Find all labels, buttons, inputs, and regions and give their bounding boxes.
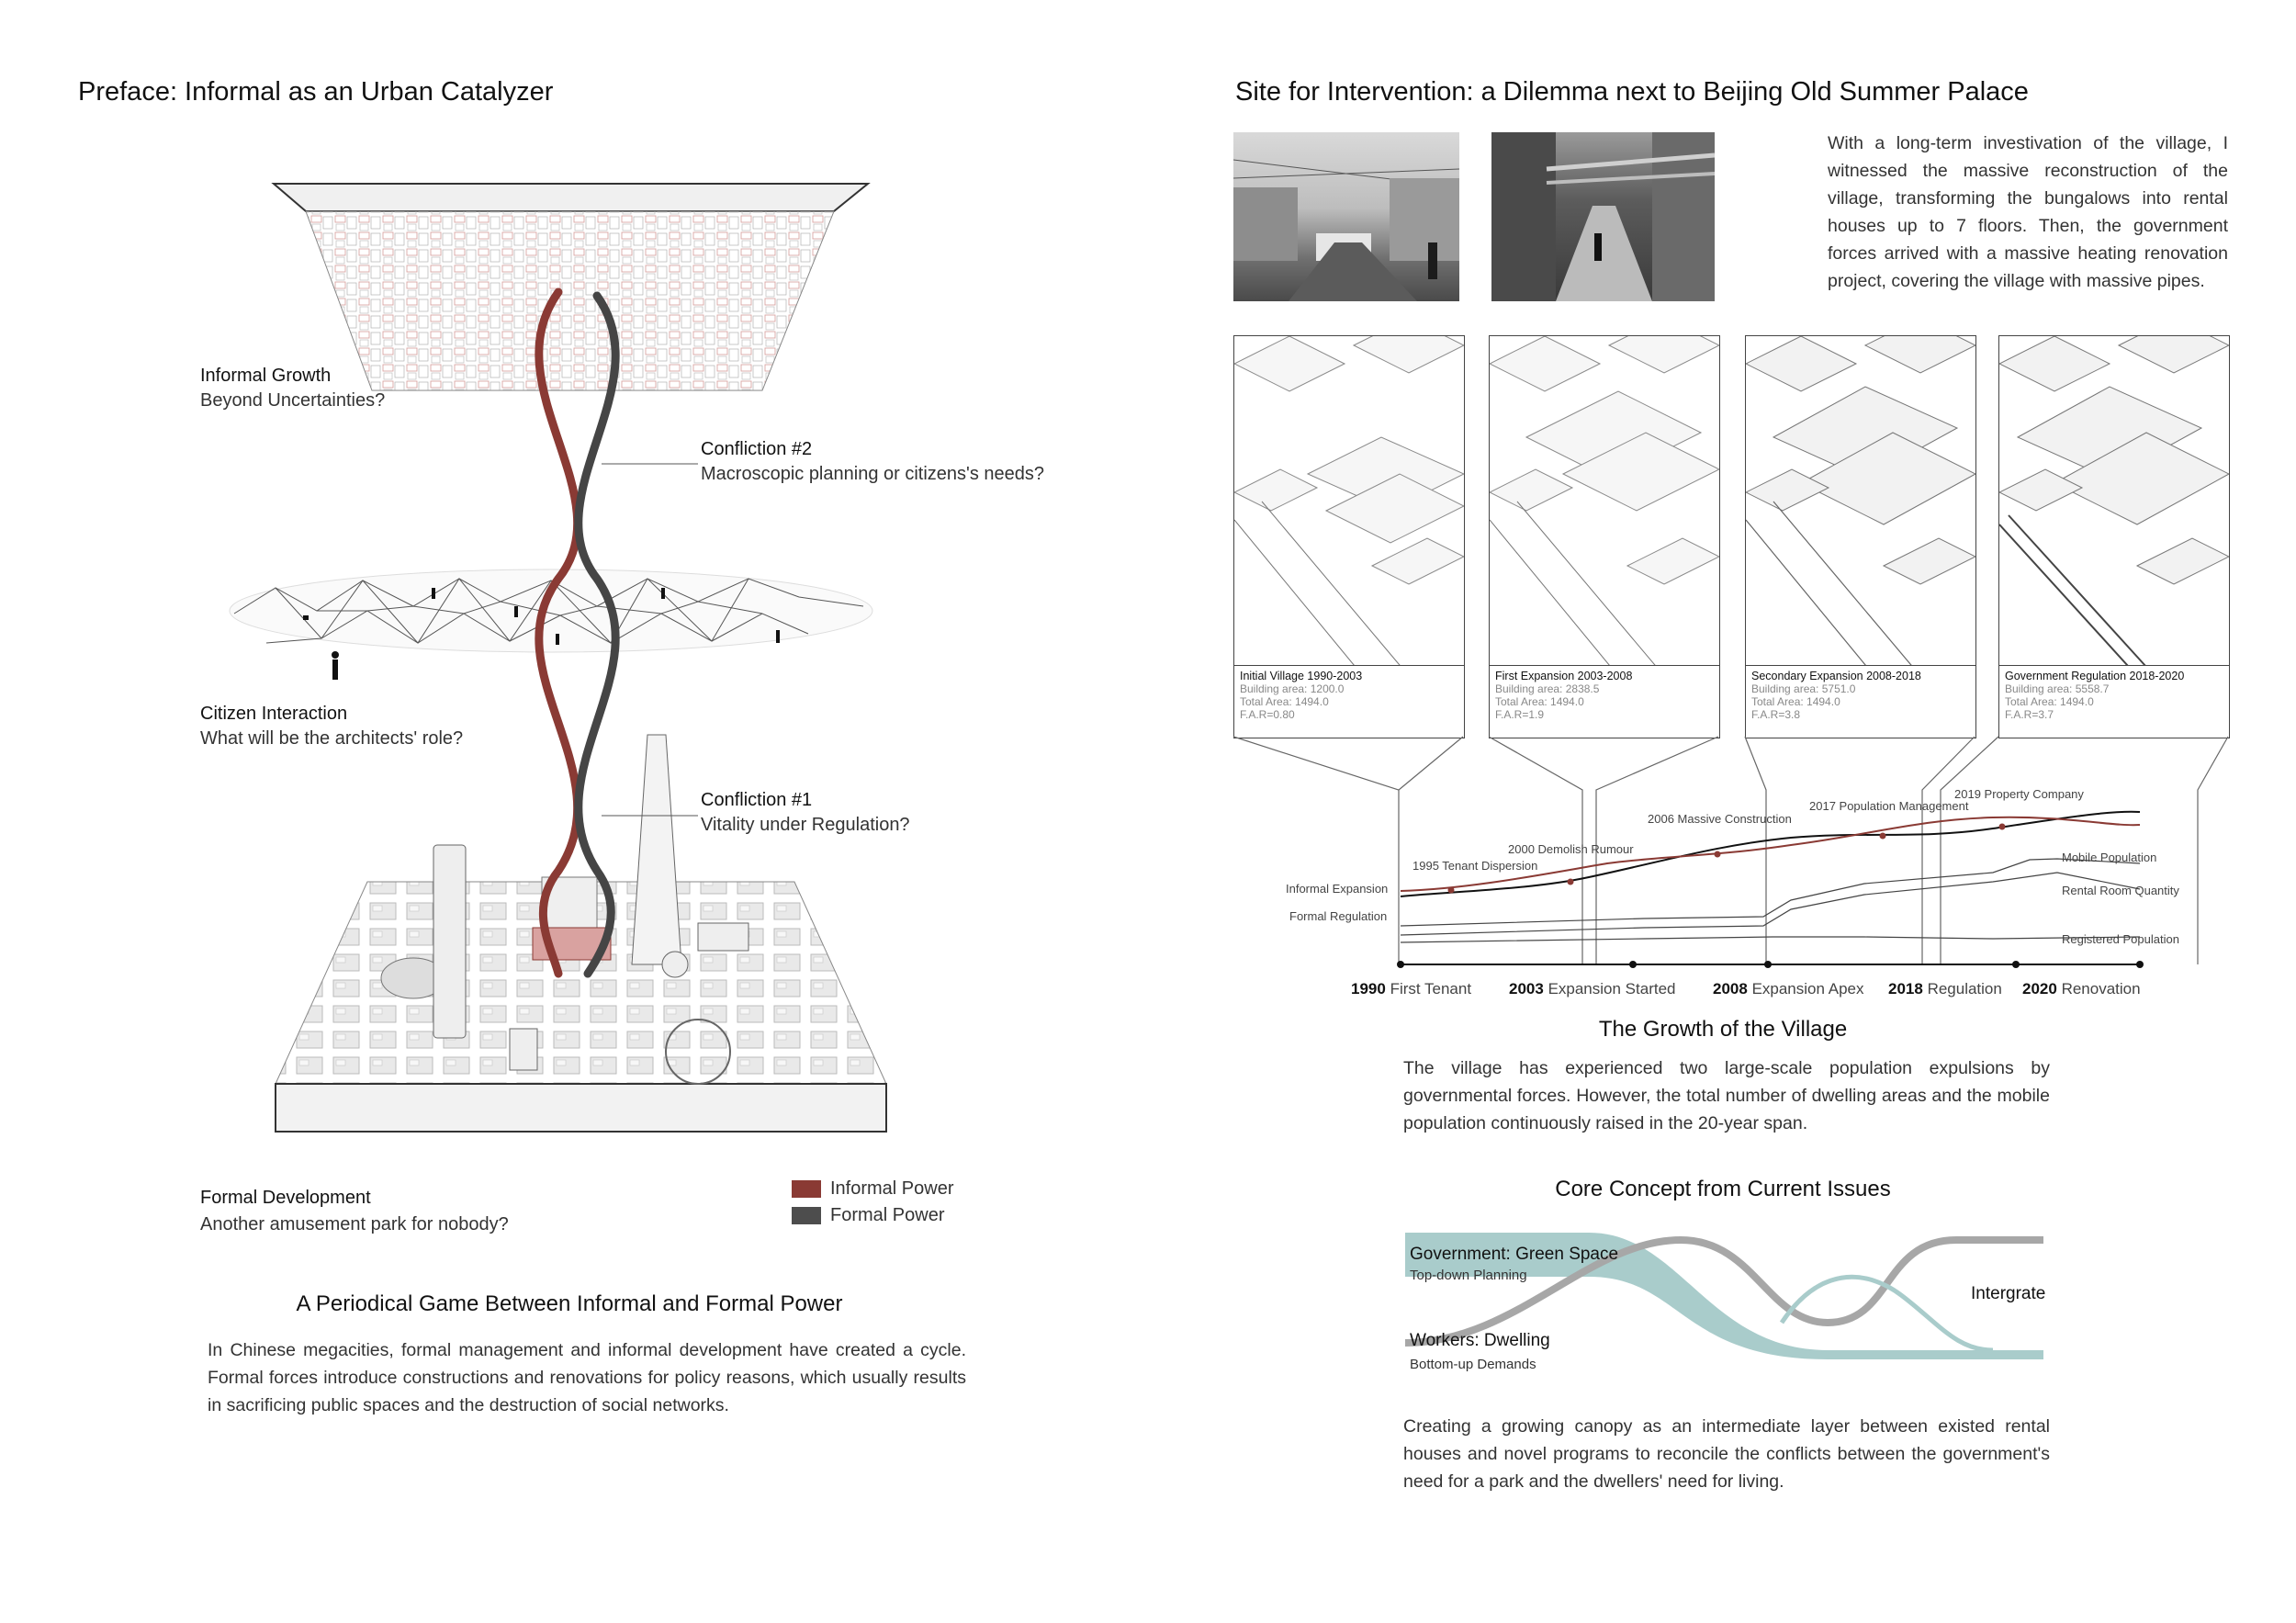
milestone-2003: 2003 Expansion Started	[1509, 980, 1676, 997]
stage-1-info: Initial Village 1990-2003 Building area: 1200.0 Total Area: 1494.0 F.A.R=0.80	[1234, 665, 1464, 738]
event-2017: 2017 Population Management	[1809, 799, 1969, 813]
integrate-label: Intergrate	[1971, 1284, 2046, 1303]
stage-card-1	[1233, 335, 1465, 738]
formal-power-label: Formal Power	[830, 1205, 945, 1225]
right-title: Site for Intervention: a Dilemma next to Beijing Old Summer Palace	[1235, 77, 2029, 107]
label-formal-regulation: Formal Regulation	[1289, 909, 1388, 923]
stage-2-axon	[1490, 336, 1719, 676]
informal-power-swatch	[792, 1180, 821, 1198]
street-photo-2-detail	[1491, 132, 1715, 301]
milestone-2020: 2020 Renovation	[2022, 980, 2141, 997]
stage-1-axon	[1234, 336, 1464, 676]
formal-power-swatch	[792, 1207, 821, 1224]
power-legend	[792, 1178, 975, 1234]
milestone-1990: 1990 First Tenant	[1351, 980, 1472, 997]
concept-title: Core Concept from Current Issues	[1555, 1177, 1891, 1201]
stage-3-info: Secondary Expansion 2008-2018 Building area: 5751.0 Total Area: 1494.0 F.A.R=3.8	[1746, 665, 1975, 738]
informal-power-label: Informal Power	[830, 1178, 954, 1199]
game-text: In Chinese megacities, formal management and informal development have created a cycle. Formal forces introduce constructions and renovations for policy reasons, which usually results in sacrificing public spaces and the destruction of social networks.	[208, 1340, 966, 1415]
game-title: A Periodical Game Between Informal and Formal Power	[296, 1291, 843, 1316]
workers-label: Workers: Dwelling	[1410, 1331, 1550, 1350]
gov-label: Government: Green Space	[1410, 1245, 1619, 1264]
milestone-2018: 2018 Regulation	[1888, 980, 2002, 997]
layer-informal-growth: Informal Growth Beyond Uncertainties?	[200, 366, 386, 411]
informal-formal-diagram	[0, 0, 1148, 1194]
left-title: Preface: Informal as an Urban Catalyzer	[78, 77, 554, 107]
village-street-photo-2	[1491, 132, 1715, 301]
growth-text: The village has experienced two large-scale population expulsions by governmental forces. However, the total number of dwelling areas and the mobile population continuously raised in the 20-year span.	[1403, 1058, 2050, 1133]
stage-2-info: First Expansion 2003-2008 Building area: 2838.5 Total Area: 1494.0 F.A.R=1.9	[1490, 665, 1719, 738]
registered-population-line	[1401, 937, 2140, 942]
event-1995: 1995 Tenant Dispersion	[1412, 859, 1538, 873]
layer-formal-development: Formal Development Another amusement park for nobody?	[200, 1188, 509, 1234]
village-street-photo-1	[1233, 132, 1459, 301]
stage-card-2	[1489, 335, 1720, 738]
event-2006: 2006 Massive Construction	[1648, 812, 1792, 826]
street-photo-1-detail	[1233, 132, 1459, 301]
stage-4-info: Government Regulation 2018-2020 Building area: 5558.7 Total Area: 1494.0 F.A.R=3.7	[1999, 665, 2229, 738]
workers-sub: Bottom-up Demands	[1410, 1357, 1536, 1372]
gov-sub: Top-down Planning	[1410, 1268, 1527, 1283]
label-rental-room: Rental Room Quantity	[2062, 884, 2179, 897]
label-mobile-population: Mobile Population	[2062, 851, 2157, 864]
stage-card-3	[1745, 335, 1976, 738]
intro-text: With a long-term investivation of the village, I witnessed the massive reconstruction of the village, transforming the bungalows into rental houses up to 7 floors. Then, the government forces arrived with a massive heating renovation project, covering the village with massive pipes.	[1828, 133, 2228, 291]
stage-4-axon	[1999, 336, 2229, 676]
event-2019: 2019 Property Company	[1954, 787, 2084, 801]
label-informal-expansion: Informal Expansion	[1286, 882, 1389, 896]
integrate-loop	[1782, 1277, 1993, 1350]
confliction-1: Confliction #1 Vitality under Regulation?	[701, 790, 910, 835]
concept-text: Creating a growing canopy as an intermediate layer between existed rental houses and novel programs to reconcile the conflicts between the government's need for a park and the dwellers' need for living.	[1403, 1416, 2050, 1492]
informal-growth-layer	[274, 184, 868, 390]
confliction-2: Confliction #2 Macroscopic planning or citizens's needs?	[701, 439, 1045, 484]
growth-title: The Growth of the Village	[1598, 1017, 1848, 1042]
layer-citizen-interaction: Citizen Interaction What will be the architects' role?	[200, 704, 464, 749]
event-2000: 2000 Demolish Rumour	[1508, 842, 1634, 856]
stage-card-4	[1998, 335, 2230, 738]
label-registered-population: Registered Population	[2062, 932, 2179, 946]
milestone-2008: 2008 Expansion Apex	[1713, 980, 1864, 997]
rental-room-line	[1401, 873, 2140, 935]
stage-3-axon	[1746, 336, 1975, 676]
